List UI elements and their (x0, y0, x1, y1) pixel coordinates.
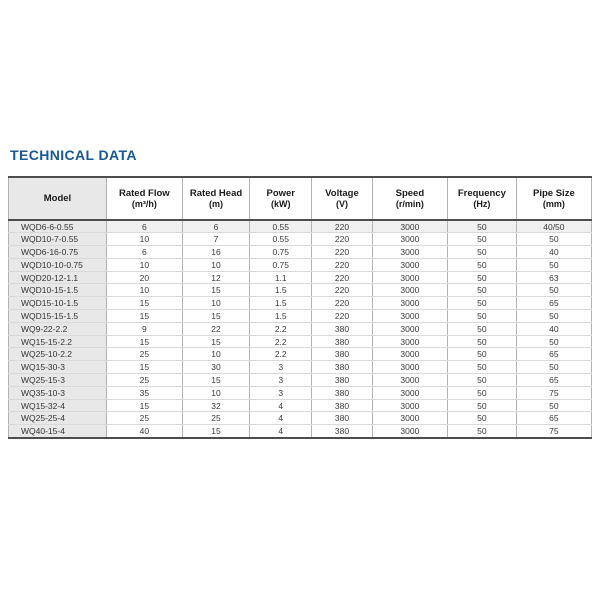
cell-speed: 3000 (372, 297, 447, 310)
table-row (9, 220, 592, 233)
table-row (9, 425, 592, 438)
cell-rated-head: 15 (182, 374, 250, 387)
cell-voltage: 220 (312, 246, 373, 259)
header-voltage-unit: (V) (335, 198, 348, 209)
cell-rated-flow: 25 (106, 348, 182, 361)
cell-frequency: 50 (447, 246, 516, 259)
cell-voltage: 220 (312, 258, 373, 271)
header-rated-flow-label: Rated Flow (118, 187, 170, 199)
cell-rated-head: 30 (182, 361, 250, 374)
cell-model: WQ25-25-4 (9, 412, 107, 425)
cell-rated-head: 15 (182, 310, 250, 323)
cell-speed: 3000 (372, 220, 447, 233)
cell-speed: 3000 (372, 361, 447, 374)
header-pipe-size (516, 177, 591, 220)
cell-pipe-size: 40/50 (516, 220, 591, 233)
cell-speed: 3000 (372, 310, 447, 323)
cell-rated-head: 12 (182, 271, 250, 284)
cell-frequency: 50 (447, 425, 516, 438)
header-voltage-label: Voltage (325, 187, 359, 199)
header-speed-label: Speed (395, 187, 425, 199)
cell-power: 2.2 (250, 322, 312, 335)
cell-model: WQ40-15-4 (9, 425, 107, 438)
table-row (9, 348, 592, 361)
cell-frequency: 50 (447, 220, 516, 233)
cell-power: 0.75 (250, 258, 312, 271)
cell-pipe-size: 65 (516, 348, 591, 361)
cell-speed: 3000 (372, 233, 447, 246)
cell-frequency: 50 (447, 374, 516, 387)
cell-power: 3 (250, 361, 312, 374)
cell-frequency: 50 (447, 348, 516, 361)
cell-frequency: 50 (447, 412, 516, 425)
table-row (9, 233, 592, 246)
cell-voltage: 380 (312, 361, 373, 374)
table-header (9, 177, 592, 220)
cell-power: 4 (250, 425, 312, 438)
cell-frequency: 50 (447, 297, 516, 310)
cell-power: 4 (250, 412, 312, 425)
cell-frequency: 50 (447, 322, 516, 335)
cell-voltage: 220 (312, 271, 373, 284)
cell-frequency: 50 (447, 310, 516, 323)
header-power-label: Power (266, 187, 295, 199)
cell-rated-head: 22 (182, 322, 250, 335)
cell-power: 0.75 (250, 246, 312, 259)
cell-model: WQ15-15-2.2 (9, 335, 107, 348)
header-speed (372, 177, 447, 220)
cell-rated-flow: 25 (106, 412, 182, 425)
cell-model: WQD20-12-1.1 (9, 271, 107, 284)
header-frequency-label: Frequency (457, 187, 506, 199)
cell-model: WQ35-10-3 (9, 386, 107, 399)
table-row (9, 258, 592, 271)
cell-power: 3 (250, 386, 312, 399)
cell-rated-head: 10 (182, 386, 250, 399)
cell-rated-flow: 15 (106, 361, 182, 374)
cell-pipe-size: 50 (516, 399, 591, 412)
cell-model: WQD10-7-0.55 (9, 233, 107, 246)
table-row (9, 284, 592, 297)
cell-pipe-size: 50 (516, 310, 591, 323)
cell-rated-flow: 40 (106, 425, 182, 438)
cell-rated-flow: 10 (106, 233, 182, 246)
cell-model: WQD6-6-0.55 (9, 220, 107, 233)
cell-model: WQ15-32-4 (9, 399, 107, 412)
cell-power: 0.55 (250, 233, 312, 246)
cell-rated-flow: 10 (106, 258, 182, 271)
cell-frequency: 50 (447, 233, 516, 246)
cell-rated-head: 15 (182, 335, 250, 348)
header-rated-head-label: Rated Head (189, 187, 243, 199)
cell-pipe-size: 75 (516, 386, 591, 399)
cell-voltage: 380 (312, 386, 373, 399)
cell-power: 1.1 (250, 271, 312, 284)
cell-rated-head: 10 (182, 297, 250, 310)
cell-speed: 3000 (372, 399, 447, 412)
cell-rated-head: 25 (182, 412, 250, 425)
cell-voltage: 220 (312, 284, 373, 297)
cell-speed: 3000 (372, 271, 447, 284)
cell-rated-head: 15 (182, 284, 250, 297)
cell-rated-flow: 15 (106, 297, 182, 310)
cell-voltage: 380 (312, 322, 373, 335)
cell-rated-head: 32 (182, 399, 250, 412)
table-row (9, 246, 592, 259)
header-power (250, 177, 312, 220)
header-pipe-size-label: Pipe Size (533, 187, 575, 199)
cell-rated-flow: 15 (106, 310, 182, 323)
table-row (9, 399, 592, 412)
cell-speed: 3000 (372, 258, 447, 271)
cell-frequency: 50 (447, 335, 516, 348)
cell-pipe-size: 50 (516, 284, 591, 297)
header-rated-head (182, 177, 250, 220)
cell-rated-flow: 6 (106, 220, 182, 233)
cell-model: WQD15-10-1.5 (9, 297, 107, 310)
cell-voltage: 220 (312, 233, 373, 246)
header-speed-unit: (r/min) (395, 198, 424, 209)
table-row (9, 335, 592, 348)
page-title: TECHNICAL DATA (10, 147, 137, 163)
cell-power: 2.2 (250, 335, 312, 348)
cell-rated-flow: 25 (106, 374, 182, 387)
cell-speed: 3000 (372, 335, 447, 348)
cell-rated-flow: 35 (106, 386, 182, 399)
cell-speed: 3000 (372, 425, 447, 438)
cell-rated-flow: 15 (106, 399, 182, 412)
cell-voltage: 380 (312, 399, 373, 412)
cell-frequency: 50 (447, 271, 516, 284)
header-model (9, 177, 107, 220)
cell-rated-flow: 9 (106, 322, 182, 335)
header-rated-flow-unit: (m³/h) (131, 198, 157, 209)
cell-frequency: 50 (447, 361, 516, 374)
cell-power: 3 (250, 374, 312, 387)
cell-voltage: 380 (312, 335, 373, 348)
cell-rated-flow: 6 (106, 246, 182, 259)
cell-rated-head: 10 (182, 348, 250, 361)
cell-rated-flow: 20 (106, 271, 182, 284)
cell-voltage: 380 (312, 374, 373, 387)
cell-power: 0.55 (250, 220, 312, 233)
table-row (9, 322, 592, 335)
header-frequency-unit: (Hz) (473, 198, 491, 209)
cell-voltage: 220 (312, 310, 373, 323)
cell-pipe-size: 65 (516, 412, 591, 425)
cell-rated-head: 15 (182, 425, 250, 438)
cell-model: WQ25-15-3 (9, 374, 107, 387)
cell-model: WQ9-22-2.2 (9, 322, 107, 335)
cell-speed: 3000 (372, 374, 447, 387)
cell-model: WQ15-30-3 (9, 361, 107, 374)
table-row (9, 297, 592, 310)
cell-model: WQD10-10-0.75 (9, 258, 107, 271)
cell-rated-head: 6 (182, 220, 250, 233)
cell-frequency: 50 (447, 386, 516, 399)
cell-rated-head: 10 (182, 258, 250, 271)
header-frequency (447, 177, 516, 220)
cell-rated-flow: 10 (106, 284, 182, 297)
cell-speed: 3000 (372, 386, 447, 399)
cell-pipe-size: 65 (516, 297, 591, 310)
cell-pipe-size: 40 (516, 322, 591, 335)
table-row (9, 386, 592, 399)
cell-frequency: 50 (447, 284, 516, 297)
cell-speed: 3000 (372, 246, 447, 259)
cell-pipe-size: 65 (516, 374, 591, 387)
cell-pipe-size: 40 (516, 246, 591, 259)
cell-model: WQD10-15-1.5 (9, 284, 107, 297)
header-voltage (312, 177, 373, 220)
cell-voltage: 220 (312, 220, 373, 233)
cell-voltage: 380 (312, 412, 373, 425)
table-row (9, 271, 592, 284)
cell-pipe-size: 50 (516, 361, 591, 374)
cell-speed: 3000 (372, 284, 447, 297)
cell-rated-head: 16 (182, 246, 250, 259)
header-power-unit: (kW) (270, 198, 291, 209)
cell-power: 2.2 (250, 348, 312, 361)
header-model-label: Model (43, 193, 72, 204)
cell-pipe-size: 63 (516, 271, 591, 284)
table-body (9, 220, 592, 438)
table-row (9, 361, 592, 374)
cell-model: WQD6-16-0.75 (9, 246, 107, 259)
cell-model: WQD15-15-1.5 (9, 310, 107, 323)
header-pipe-size-unit: (mm) (542, 198, 565, 209)
table-row (9, 412, 592, 425)
cell-power: 1.5 (250, 284, 312, 297)
cell-speed: 3000 (372, 348, 447, 361)
cell-voltage: 380 (312, 348, 373, 361)
cell-rated-head: 7 (182, 233, 250, 246)
table-row (9, 374, 592, 387)
cell-speed: 3000 (372, 322, 447, 335)
cell-pipe-size: 75 (516, 425, 591, 438)
cell-rated-flow: 15 (106, 335, 182, 348)
cell-pipe-size: 50 (516, 335, 591, 348)
cell-frequency: 50 (447, 399, 516, 412)
cell-power: 4 (250, 399, 312, 412)
cell-power: 1.5 (250, 297, 312, 310)
cell-power: 1.5 (250, 310, 312, 323)
table-row (9, 310, 592, 323)
cell-pipe-size: 50 (516, 233, 591, 246)
cell-model: WQ25-10-2.2 (9, 348, 107, 361)
header-rated-head-unit: (m) (209, 198, 224, 209)
technical-data-table (8, 176, 592, 439)
cell-voltage: 380 (312, 425, 373, 438)
cell-pipe-size: 50 (516, 258, 591, 271)
cell-speed: 3000 (372, 412, 447, 425)
header-rated-flow (106, 177, 182, 220)
header-row (9, 177, 592, 220)
cell-frequency: 50 (447, 258, 516, 271)
cell-voltage: 220 (312, 297, 373, 310)
